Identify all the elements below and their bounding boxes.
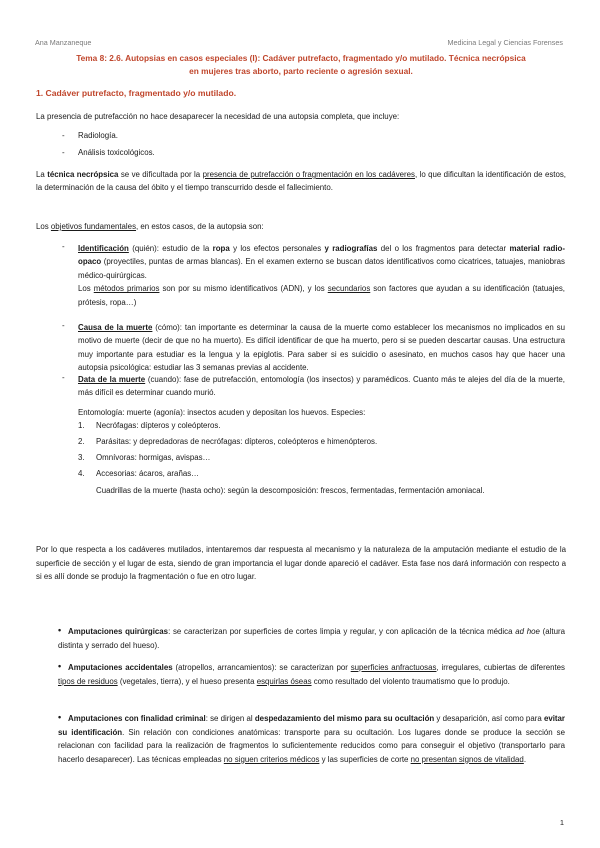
data-label: Data de la muerte xyxy=(78,375,146,384)
text-run: : se dirigen al xyxy=(205,714,255,723)
material-bold: material radio-opaco xyxy=(78,244,565,267)
section-heading: 1. Cadáver putrefacto, fragmentado y/o mutilado. xyxy=(36,88,237,98)
bullet-dash: - xyxy=(62,131,65,140)
residuos-underline: tipos de residuos xyxy=(58,676,118,686)
despedazamiento-bold: despedazamiento del mismo para su ocultación xyxy=(254,714,435,723)
mutilados-paragraph: Por lo que respecta a los cadáveres mutilados, intentaremos dar respuesta al mecanismo y la naturaleza de la amputación mediante el estudio de la superficie de sección y el lugar de esta, siendo de gran importancia el lugar donde apareció el cadáver. Esta fase nos dará información con respecto a si es allí donde se produjo la fragmentación o fue en otro lugar. xyxy=(36,545,566,582)
bullet-dot: • xyxy=(58,712,62,722)
text-run: y desaparición, así como para xyxy=(434,714,544,723)
list-item: Parásitas: y depredadoras de necrófagas: dípteros, coleópteros e himenópteros. xyxy=(96,437,378,446)
data-dash: - xyxy=(62,373,65,382)
text-run: son factores que ayudan a su identificación (tatuajes, prótesis, ropa…) xyxy=(78,284,565,307)
vitalidad-underline: no presentan signos de vitalidad xyxy=(410,754,524,764)
entomologia-line: Entomología: muerte (agonía): insectos acuden y depositan los huevos. Especies: xyxy=(78,408,366,417)
causa-label: Causa de la muerte xyxy=(78,323,153,332)
text-run: . xyxy=(523,754,527,764)
text-run: La xyxy=(36,170,48,179)
indent xyxy=(58,714,68,723)
tecnica-underline: presencia de putrefacción o fragmentación en los cadáveres xyxy=(202,170,415,179)
causa-item xyxy=(78,321,565,375)
bullet-dot: • xyxy=(58,625,62,635)
metodos-underline: métodos primarios xyxy=(93,284,160,294)
text-run: Los xyxy=(78,284,94,294)
intro-paragraph: La presencia de putrefacción no hace desaparecer la necesidad de una autopsia completa, que incluye: xyxy=(36,112,400,121)
amputaciones-criminal xyxy=(58,712,565,766)
ropa-bold: ropa xyxy=(212,244,230,253)
text-run: (proyectiles, puntas de armas blancas). En el examen externo se buscan datos identificativos como cicatrices, tatuajes, maniobras médico-quirúrgicas. xyxy=(78,257,565,280)
list-number: 3. xyxy=(78,453,85,462)
text-run: (vegetales, tierra), y el hueso presenta xyxy=(117,676,257,686)
text-run: : se caracterizan por superficies de cortes limpia y regular, y con aplicación de la técnica médica xyxy=(168,627,516,636)
text-run: (cuando): fase de putrefacción, entomología (los insectos) y paramédicos. Cuanto más te alejes del día de la muerte, más difícil es determinar cuando murió. xyxy=(78,375,565,398)
text-run: como resultado del violento traumatismo que lo produjo. xyxy=(311,676,510,686)
page-title xyxy=(40,52,562,77)
text-run: . Sin relación con condiciones anatómicas: transporte para su ocultación. Los lugares donde se produce la sección se relacionan con facilidad para la realización de fragmentos lo suficientemente reducidos como para conseguir el objetivo (transportarlo para hacerlo desaparecer). Las técnicas empleadas xyxy=(58,727,565,764)
objetivos-underline: objetivos fundamentales xyxy=(50,222,137,231)
evitar-bold: evitar su identificación xyxy=(58,714,565,737)
bullet-radiologia: Radiología. xyxy=(78,131,118,140)
list-number: 2. xyxy=(78,437,85,446)
text-run: (altura distinta y serrado del hueso). xyxy=(58,627,565,650)
header-author: Ana Manzaneque xyxy=(35,38,92,47)
data-item xyxy=(78,373,565,400)
list-number: 4. xyxy=(78,469,85,478)
text-run: Los xyxy=(36,222,51,231)
cuadrillas-line: Cuadrillas de la muerte (hasta ocho): según la descomposición: frescos, fermentadas, fermentación amoniacal. xyxy=(96,486,485,495)
text-run: son por su mismo identificativos (ADN), y los xyxy=(159,284,328,294)
text-run: se ve dificultada por la xyxy=(118,170,203,179)
list-number: 1. xyxy=(78,421,85,430)
identificacion-dash: - xyxy=(62,242,65,251)
text-run: (quién): estudio de la xyxy=(128,244,213,253)
secundarios-underline: secundarios xyxy=(327,284,371,294)
header-subject: Medicina Legal y Ciencias Forenses xyxy=(447,38,563,47)
quirurgicas-label: Amputaciones quirúrgicas xyxy=(68,627,169,636)
identificacion-item xyxy=(78,242,565,309)
amputaciones-accidentales xyxy=(58,661,565,688)
criterios-underline: no siguen criterios médicos xyxy=(223,754,320,764)
text-run: , irregulares, cubiertas de diferentes xyxy=(436,663,566,672)
text-run: (atropellos, arrancamientos): se caracterizan por xyxy=(172,663,351,672)
text-run: , lo que dificultan la identificación de estos, la determinación de la causa del óbito y el tiempo transcurrido desde el fallecimiento. xyxy=(36,170,567,192)
title-line-2: en mujeres tras aborto, parto reciente o agresión sexual. xyxy=(189,65,413,76)
text-run: del o los fragmentos para detectar xyxy=(377,244,510,253)
list-item: Accesorias: ácaros, arañas… xyxy=(96,469,200,478)
causa-dash: - xyxy=(62,321,65,330)
tecnica-bold: técnica necrópsica xyxy=(47,170,119,179)
tecnica-paragraph xyxy=(36,168,566,194)
bullet-dash: - xyxy=(62,148,65,157)
anfractuosas-underline: superficies anfractuosas xyxy=(350,663,437,672)
title-line-1: Tema 8: 2.6. Autopsias en casos especiales (I): Cadáver putrefacto, fragmentado y/o mutilado. Técnica necrópsica xyxy=(76,53,526,63)
text-run: (cómo): tan importante es determinar la causa de la muerte como establecer los mecanismos no implicados en su motivo de muerte (decir de que no ha muerto). Es difícil identificar de que ha muerto, pero si se pueden descartar causas. Una estructura muy importante para estudiar es la lengua y la epiglotis. Para saber si es suicidio o asesinato, en muchos casos hay que hacer una autopsia psicológica: estudiar las 3 semanas previas al accidente. xyxy=(78,323,565,373)
page-number: 1 xyxy=(559,818,564,827)
text-run: y las superficies de corte xyxy=(319,754,411,764)
text-run: , en estos casos, de la autopsia son: xyxy=(136,222,264,231)
list-item: Necrófagas: dípteros y coleópteros. xyxy=(96,421,221,430)
text-run: y los efectos personales xyxy=(229,244,325,253)
accidentales-label: Amputaciones accidentales xyxy=(68,663,173,672)
objetivos-paragraph xyxy=(36,220,566,233)
criminal-label: Amputaciones con finalidad criminal xyxy=(68,714,206,723)
bullet-toxicologia: Análisis toxicológicos. xyxy=(78,148,155,157)
amputaciones-quirurgicas xyxy=(58,625,565,652)
radiografias-bold: y radiografías xyxy=(324,244,378,253)
list-item: Omnívoras: hormigas, avispas… xyxy=(96,453,211,462)
indent xyxy=(58,627,68,636)
identificacion-label: Identificación xyxy=(78,244,129,253)
esquirlas-underline: esquirlas óseas xyxy=(256,676,312,686)
indent xyxy=(58,663,68,672)
bullet-dot: • xyxy=(58,661,62,671)
ad-hoe-italic: ad hoe xyxy=(515,627,540,636)
